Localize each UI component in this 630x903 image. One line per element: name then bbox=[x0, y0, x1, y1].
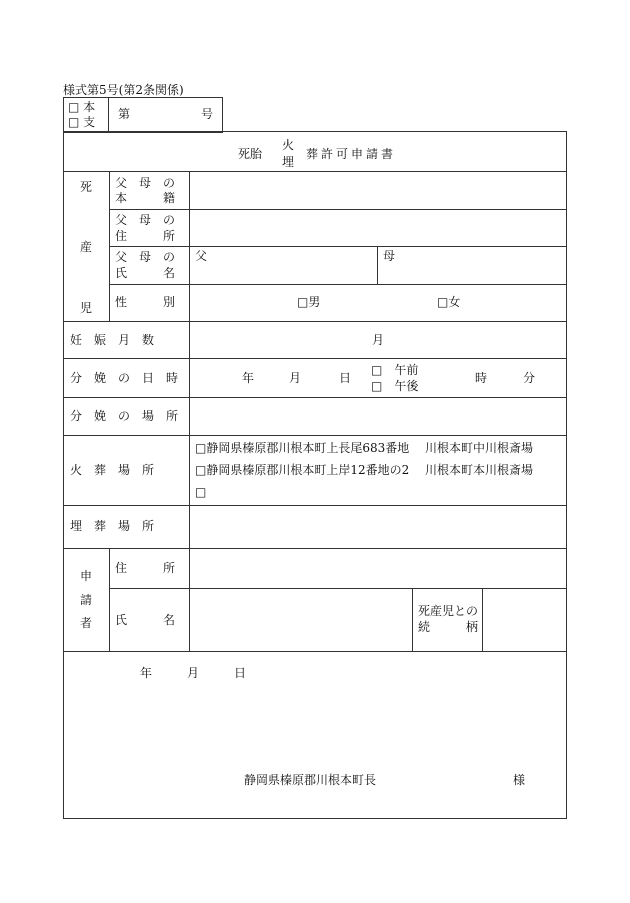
delivery-datetime-label: 分 娩 の 日 時 bbox=[70, 371, 179, 385]
cremation-option-1-address[interactable]: □静岡県榛原郡川根本町上長尾683番地 bbox=[195, 441, 410, 455]
application-month-unit: 月 bbox=[187, 666, 200, 680]
delivery-day-unit: 日 bbox=[339, 371, 352, 385]
title-shitai: 死胎 bbox=[238, 147, 263, 161]
honorific-sama: 様 bbox=[513, 773, 526, 787]
parents-address-label-2: 住 所 bbox=[115, 229, 176, 243]
applicant-name-field[interactable] bbox=[190, 589, 411, 650]
relation-label-1: 死産児との bbox=[418, 604, 479, 618]
cremation-option-1-name: 川根本町中川根斎場 bbox=[425, 441, 534, 455]
sex-female-checkbox[interactable]: □女 bbox=[437, 295, 461, 309]
check-branch-office[interactable]: □ 支 bbox=[68, 115, 96, 129]
pregnancy-months-unit: 月 bbox=[372, 333, 385, 347]
delivery-pm-checkbox[interactable]: □ 午後 bbox=[371, 379, 419, 393]
mother-name-label: 母 bbox=[383, 249, 396, 263]
relation-field[interactable] bbox=[483, 589, 565, 650]
number-prefix: 第 bbox=[118, 107, 131, 121]
stillborn-label-2: 産 bbox=[80, 240, 93, 254]
applicant-name-label: 氏 名 bbox=[115, 613, 176, 627]
title-mai: 埋 bbox=[282, 155, 295, 169]
applicant-address-label: 住 所 bbox=[115, 561, 176, 575]
cremation-option-3-checkbox[interactable]: □ bbox=[195, 485, 207, 499]
parents-registry-label-2: 本 籍 bbox=[115, 191, 176, 205]
delivery-year-unit: 年 bbox=[242, 371, 255, 385]
parents-address-field[interactable] bbox=[190, 210, 565, 245]
parents-name-label-2: 氏 名 bbox=[115, 266, 176, 280]
applicant-label-1: 申 bbox=[80, 569, 93, 583]
relation-label-2: 続 柄 bbox=[418, 620, 479, 634]
delivery-place-label: 分 娩 の 場 所 bbox=[70, 409, 179, 423]
delivery-am-checkbox[interactable]: □ 午前 bbox=[371, 363, 419, 377]
burial-place-field[interactable] bbox=[190, 506, 565, 547]
applicant-address-field[interactable] bbox=[190, 549, 565, 587]
number-suffix: 号 bbox=[201, 107, 214, 121]
parents-address-label-1: 父 母 の bbox=[115, 213, 176, 227]
application-day-unit: 日 bbox=[234, 666, 247, 680]
application-year-unit: 年 bbox=[140, 666, 153, 680]
cremation-option-2-address[interactable]: □静岡県榛原郡川根本町上岸12番地の2 bbox=[195, 463, 410, 477]
sex-label: 性 別 bbox=[115, 295, 176, 309]
pregnancy-months-label: 妊 娠 月 数 bbox=[70, 333, 155, 347]
cremation-option-2-name: 川根本町本川根斎場 bbox=[425, 463, 534, 477]
check-main-office[interactable]: □ 本 bbox=[68, 100, 96, 114]
title-rest: 葬許可申請書 bbox=[306, 147, 397, 161]
recipient-name: 静岡県榛原郡川根本町長 bbox=[244, 773, 377, 787]
sex-male-checkbox[interactable]: □男 bbox=[297, 295, 321, 309]
delivery-month-unit: 月 bbox=[289, 371, 302, 385]
cremation-place-label: 火 葬 場 所 bbox=[70, 463, 155, 477]
parents-name-label-1: 父 母 の bbox=[115, 250, 176, 264]
applicant-label-2: 請 bbox=[80, 593, 93, 607]
form-number: 様式第5号(第2条関係) bbox=[63, 83, 184, 97]
father-name-label: 父 bbox=[195, 249, 208, 263]
stillborn-label-1: 死 bbox=[80, 180, 93, 194]
title-ka: 火 bbox=[282, 138, 295, 152]
burial-place-label: 埋 葬 場 所 bbox=[70, 519, 155, 533]
applicant-label-3: 者 bbox=[80, 616, 93, 630]
stillborn-label-3: 児 bbox=[80, 301, 93, 315]
delivery-place-field[interactable] bbox=[190, 398, 565, 434]
parents-registry-label-1: 父 母 の bbox=[115, 176, 176, 190]
delivery-minute-unit: 分 bbox=[523, 371, 536, 385]
delivery-hour-unit: 時 bbox=[475, 371, 488, 385]
parents-registry-field[interactable] bbox=[190, 172, 565, 208]
